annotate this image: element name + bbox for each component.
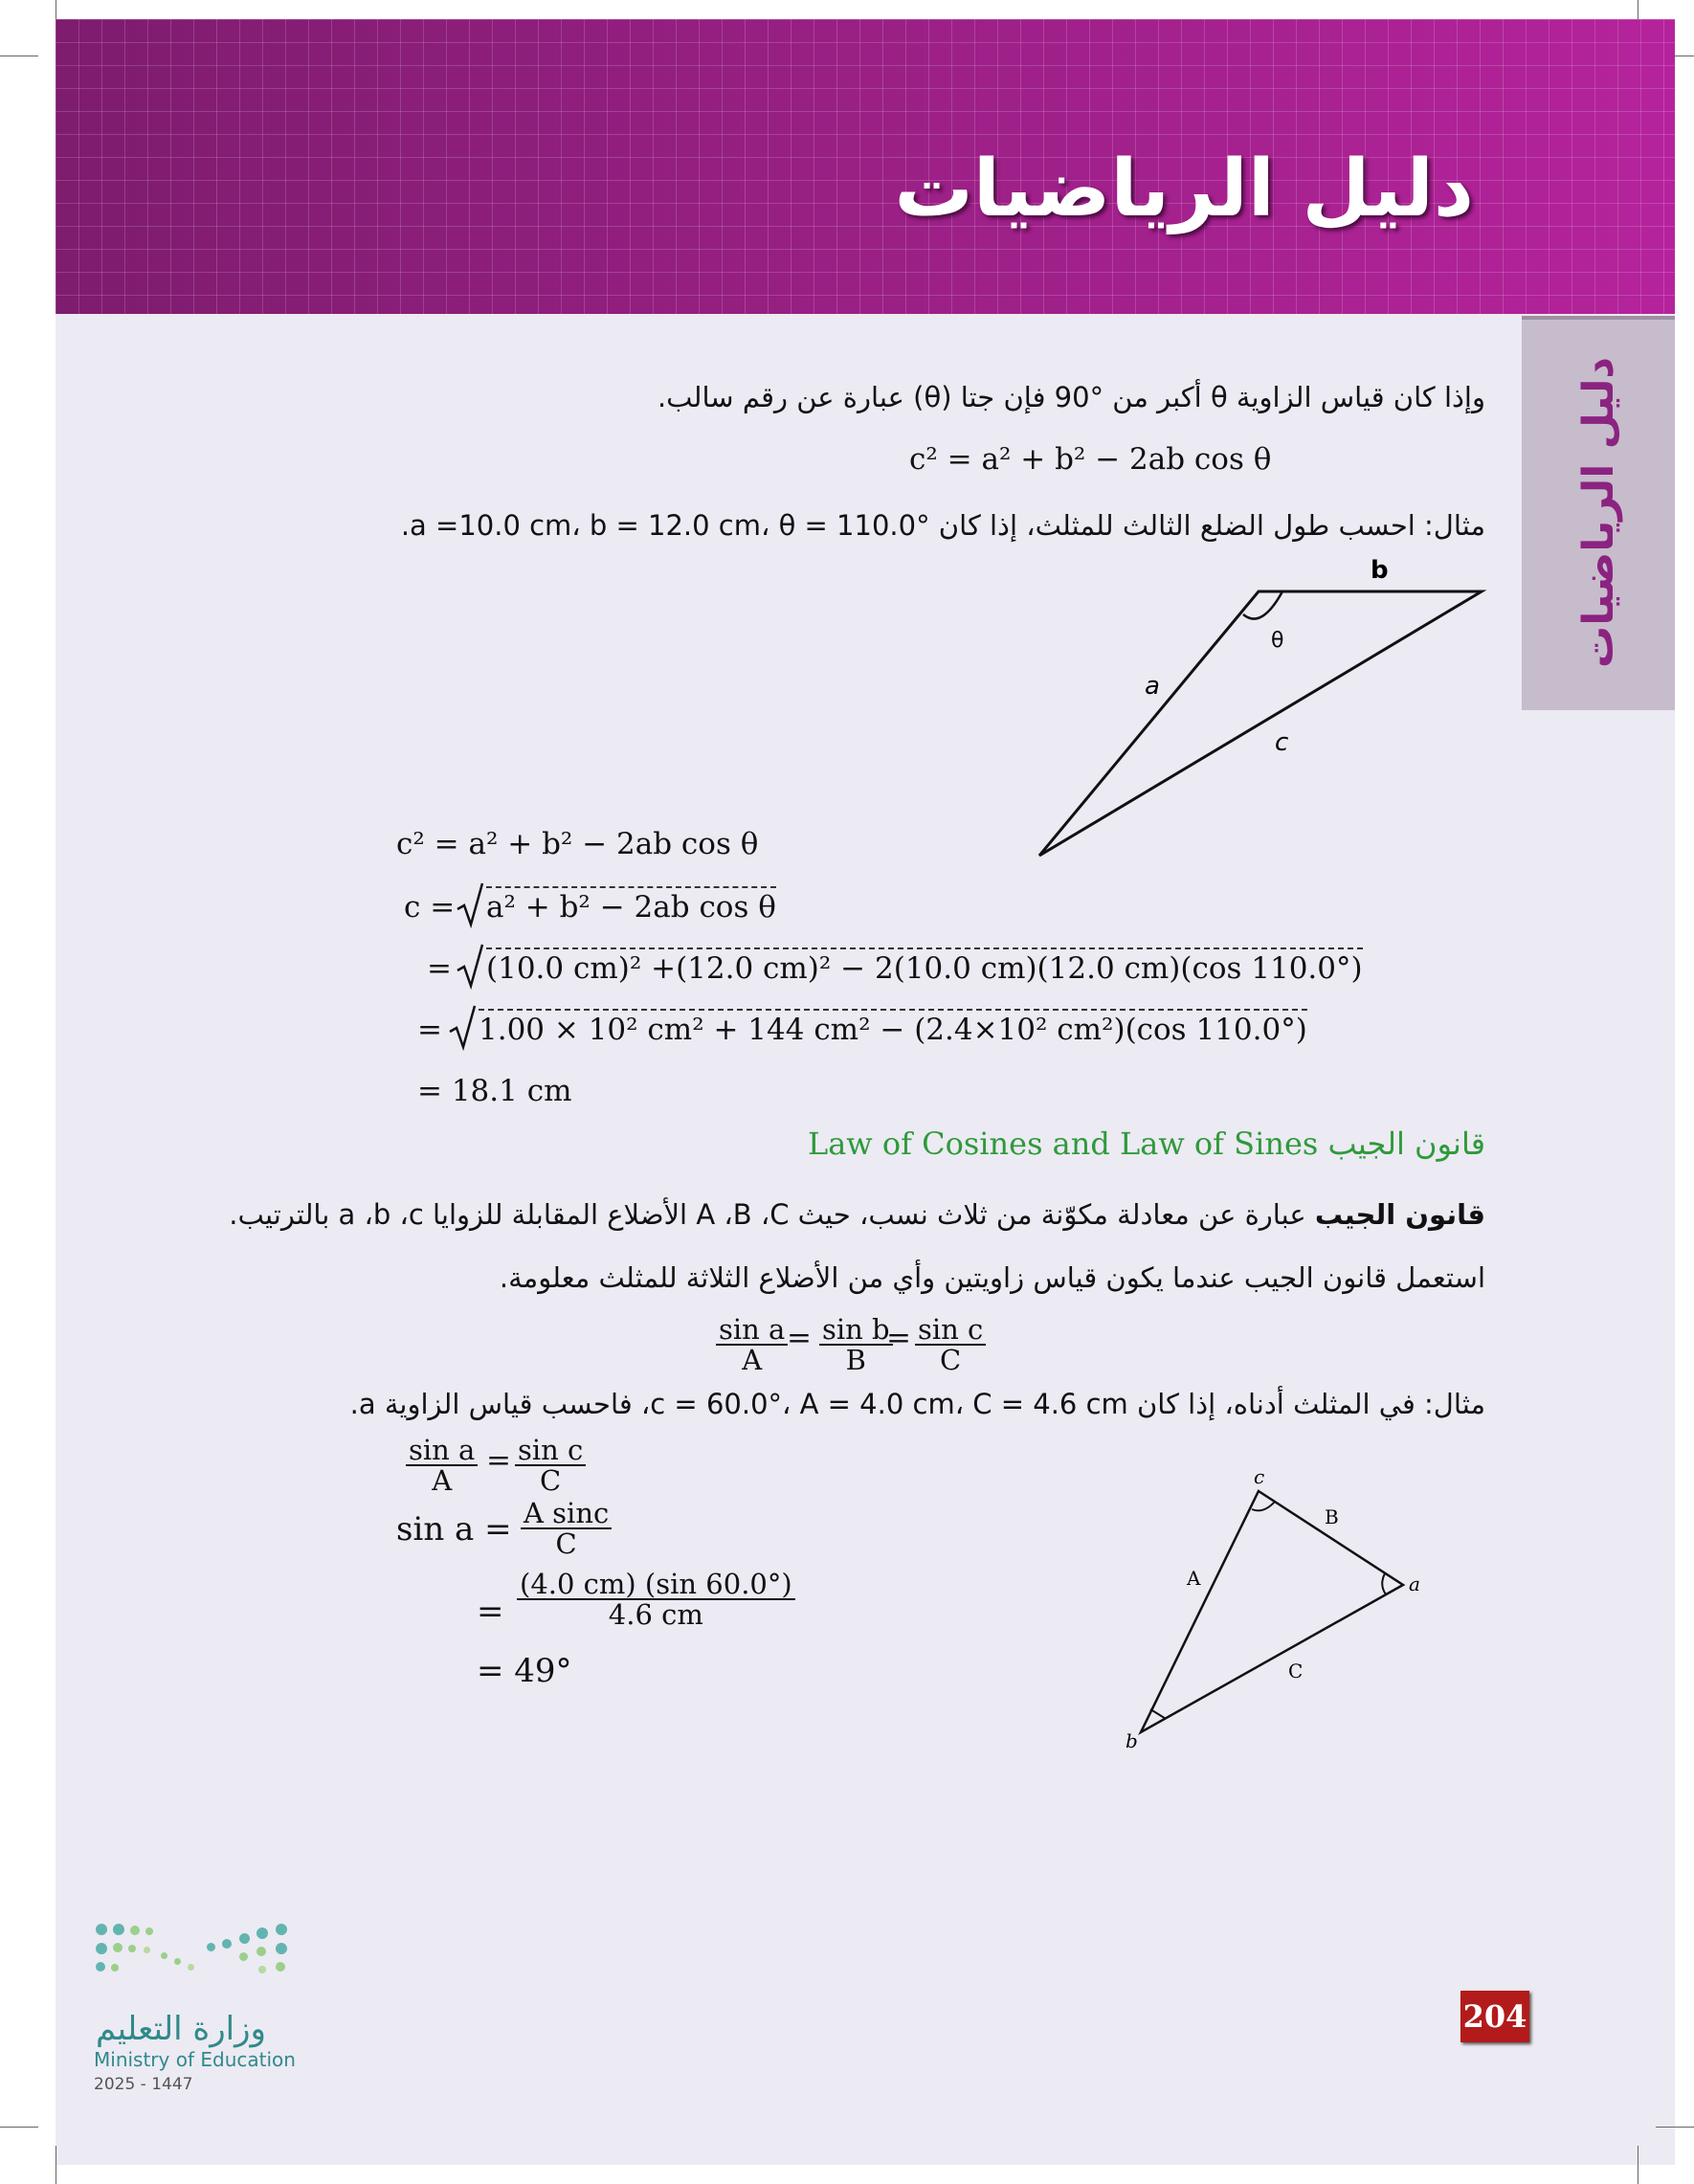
solution-line-4-prefix: = xyxy=(417,1013,442,1047)
law-fraction-a xyxy=(716,1315,788,1375)
sol-s3-equals: = xyxy=(477,1593,504,1631)
page-number: 204 xyxy=(1460,1991,1529,2042)
sol-s2-num: A sinc xyxy=(521,1499,612,1529)
label-c: c xyxy=(1275,728,1289,757)
crop-mark xyxy=(1656,2127,1694,2128)
label-a: a xyxy=(1145,672,1160,701)
solution-line-2-radicand: a² + b² − 2ab cos θ xyxy=(486,886,776,925)
law-equals-1: = xyxy=(787,1321,812,1355)
sqrt-sign xyxy=(448,1003,477,1051)
cosine-triangle xyxy=(1039,591,1482,856)
theta-arc xyxy=(1243,591,1282,619)
sine-triangle xyxy=(1141,1491,1403,1732)
law-f2-den: B xyxy=(845,1344,866,1377)
sine-definition-rest: عبارة عن معادلة مكوّنة من ثلاث نسب، حيث A ،B ،C الأضلاع المقابلة للزوايا a ،b ،c بالترتيب. xyxy=(229,1198,1315,1231)
solution-line-4-radicand: 1.00 × 10² cm² + 144 cm² − (2.4×10² cm²)(cos 110.0°) xyxy=(479,1009,1307,1047)
angle-arc-c xyxy=(1252,1502,1275,1510)
crop-mark xyxy=(0,2127,38,2128)
label-b: b xyxy=(1126,1729,1138,1752)
law-f3-num: sin c xyxy=(915,1315,986,1346)
sol-s1-rnum: sin c xyxy=(515,1436,586,1466)
label-theta: θ xyxy=(1271,629,1284,653)
sqrt-sign xyxy=(456,942,484,990)
label-B: B xyxy=(1325,1505,1339,1528)
law-f3-den: C xyxy=(940,1344,962,1377)
sol-s1-lhs xyxy=(406,1436,478,1496)
law-equals-2: = xyxy=(886,1321,911,1355)
sine-usage: استعمل قانون الجيب عندما يكون قياس زاويتين وأي من الأضلاع الثلاثة للمثلث معلومة. xyxy=(499,1261,1485,1294)
label-b: b xyxy=(1371,556,1389,585)
side-tab-label-wrap xyxy=(1527,335,1670,689)
sqrt-sign xyxy=(456,880,484,928)
sol-s1-rhs xyxy=(515,1436,586,1496)
sine-definition xyxy=(229,1198,1485,1231)
label-A: A xyxy=(1187,1567,1201,1590)
solution-line-1: c² = a² + b² − 2ab cos θ xyxy=(396,827,759,861)
sine-definition-bold: قانون الجيب xyxy=(1314,1198,1485,1231)
solution-line-3-prefix: = xyxy=(427,951,452,986)
cosine-intro: وإذا كان قياس الزاوية θ أكبر من °90 فإن جتا (θ) عبارة عن رقم سالب. xyxy=(657,381,1485,413)
solution-line-2-prefix: c = xyxy=(404,890,456,925)
ministry-logo-year: 2025 - 1447 xyxy=(94,2075,193,2094)
sine-example: مثال: في المثلث أدناه، إذا كان c = 60.0°، A = 4.0 cm، C = 4.6 cm، فاحسب قياس الزاوية a. xyxy=(349,1388,1485,1420)
ministry-logo-english: Ministry of Education xyxy=(94,2048,296,2071)
angle-arc-a xyxy=(1382,1573,1386,1594)
sol-s1-num: sin a xyxy=(406,1436,478,1466)
sol-s2-rhs xyxy=(521,1499,612,1559)
law-f1-den: A xyxy=(742,1344,763,1377)
solution-line-3-radicand: (10.0 cm)² +(12.0 cm)² − 2(10.0 cm)(12.0 cm)(cos 110.0°) xyxy=(486,947,1363,986)
side-tab-label: دليل الرياضيات xyxy=(1573,356,1623,668)
law-f2-num: sin b xyxy=(819,1315,893,1346)
ministry-logo-arabic: وزارة التعليم xyxy=(96,2010,266,2048)
page-background xyxy=(56,19,1675,2165)
sol-s2-den: C xyxy=(555,1527,577,1561)
section-heading: قانون الجيب Law of Cosines and Law of Sines xyxy=(807,1125,1485,1162)
sol-s2-lhs: sin a = xyxy=(396,1510,512,1549)
cosine-example: مثال: احسب طول الضلع الثالث للمثلث، إذا كان a =10.0 cm، b = 12.0 cm، θ = 110.0°. xyxy=(400,509,1485,542)
law-fraction-c xyxy=(915,1315,986,1375)
sol-s4: = 49° xyxy=(477,1652,572,1690)
angle-arc-b xyxy=(1150,1709,1166,1719)
sol-s1-den: A xyxy=(432,1464,453,1498)
label-a: a xyxy=(1409,1572,1420,1595)
sol-s1-equals: = xyxy=(486,1443,511,1478)
cosine-triangle-figure xyxy=(1024,546,1512,871)
law-f1-num: sin a xyxy=(716,1315,788,1346)
sol-s3-den: 4.6 cm xyxy=(608,1598,703,1632)
cosine-formula: c² = a² + b² − 2ab cos θ xyxy=(909,442,1272,477)
law-fraction-b xyxy=(819,1315,893,1375)
sol-s1-rden: C xyxy=(540,1464,562,1498)
solution-line-5: = 18.1 cm xyxy=(417,1074,572,1108)
page-title: دليل الرياضيات xyxy=(894,144,1474,234)
sol-s3-num: (4.0 cm) (sin 60.0°) xyxy=(517,1570,795,1600)
sol-s3-rhs xyxy=(517,1570,795,1630)
label-c: c xyxy=(1254,1465,1265,1488)
label-C: C xyxy=(1288,1660,1304,1683)
sine-triangle-figure xyxy=(1110,1464,1436,1761)
